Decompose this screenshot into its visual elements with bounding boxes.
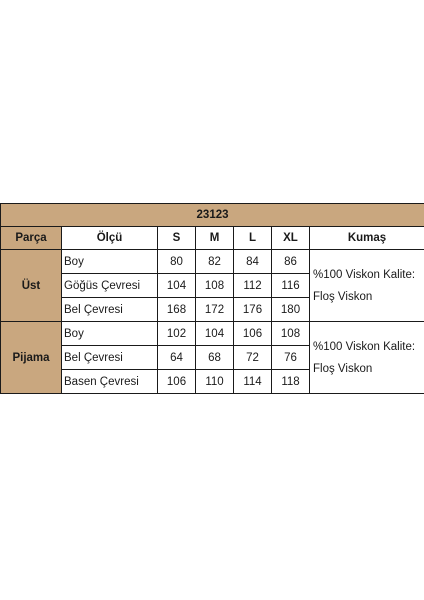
cell-l: 112 — [234, 274, 272, 298]
fabric-info-ust: %100 Viskon Kalite: Floş Viskon — [310, 250, 424, 322]
cell-l: 72 — [234, 346, 272, 370]
size-chart-table — [0, 203, 424, 394]
cell-l: 114 — [234, 370, 272, 394]
header-part: Parça — [1, 227, 62, 250]
cell-xl: 118 — [272, 370, 310, 394]
row-label: Bel Çevresi — [62, 346, 158, 370]
group-label-pijama: Pijama — [1, 322, 62, 394]
header-size-l: L — [234, 227, 272, 250]
cell-m: 172 — [196, 298, 234, 322]
cell-xl: 180 — [272, 298, 310, 322]
row-label: Basen Çevresi — [62, 370, 158, 394]
cell-s: 80 — [158, 250, 196, 274]
cell-l: 84 — [234, 250, 272, 274]
cell-m: 104 — [196, 322, 234, 346]
table-row — [1, 322, 424, 346]
fabric-info-pijama: %100 Viskon Kalite: Floş Viskon — [310, 322, 424, 394]
cell-s: 102 — [158, 322, 196, 346]
cell-s: 106 — [158, 370, 196, 394]
cell-s: 168 — [158, 298, 196, 322]
row-label: Göğüs Çevresi — [62, 274, 158, 298]
header-measure: Ölçü — [62, 227, 158, 250]
cell-m: 82 — [196, 250, 234, 274]
cell-s: 64 — [158, 346, 196, 370]
cell-xl: 108 — [272, 322, 310, 346]
group-label-ust: Üst — [1, 250, 62, 322]
header-fabric: Kumaş — [310, 227, 424, 250]
cell-m: 68 — [196, 346, 234, 370]
cell-m: 108 — [196, 274, 234, 298]
cell-xl: 116 — [272, 274, 310, 298]
cell-s: 104 — [158, 274, 196, 298]
cell-l: 106 — [234, 322, 272, 346]
cell-l: 176 — [234, 298, 272, 322]
header-size-m: M — [196, 227, 234, 250]
cell-xl: 86 — [272, 250, 310, 274]
cell-m: 110 — [196, 370, 234, 394]
table-title: 23123 — [1, 204, 424, 227]
row-label: Boy — [62, 322, 158, 346]
cell-xl: 76 — [272, 346, 310, 370]
row-label: Boy — [62, 250, 158, 274]
header-size-s: S — [158, 227, 196, 250]
row-label: Bel Çevresi — [62, 298, 158, 322]
table-row — [1, 250, 424, 274]
header-size-xl: XL — [272, 227, 310, 250]
